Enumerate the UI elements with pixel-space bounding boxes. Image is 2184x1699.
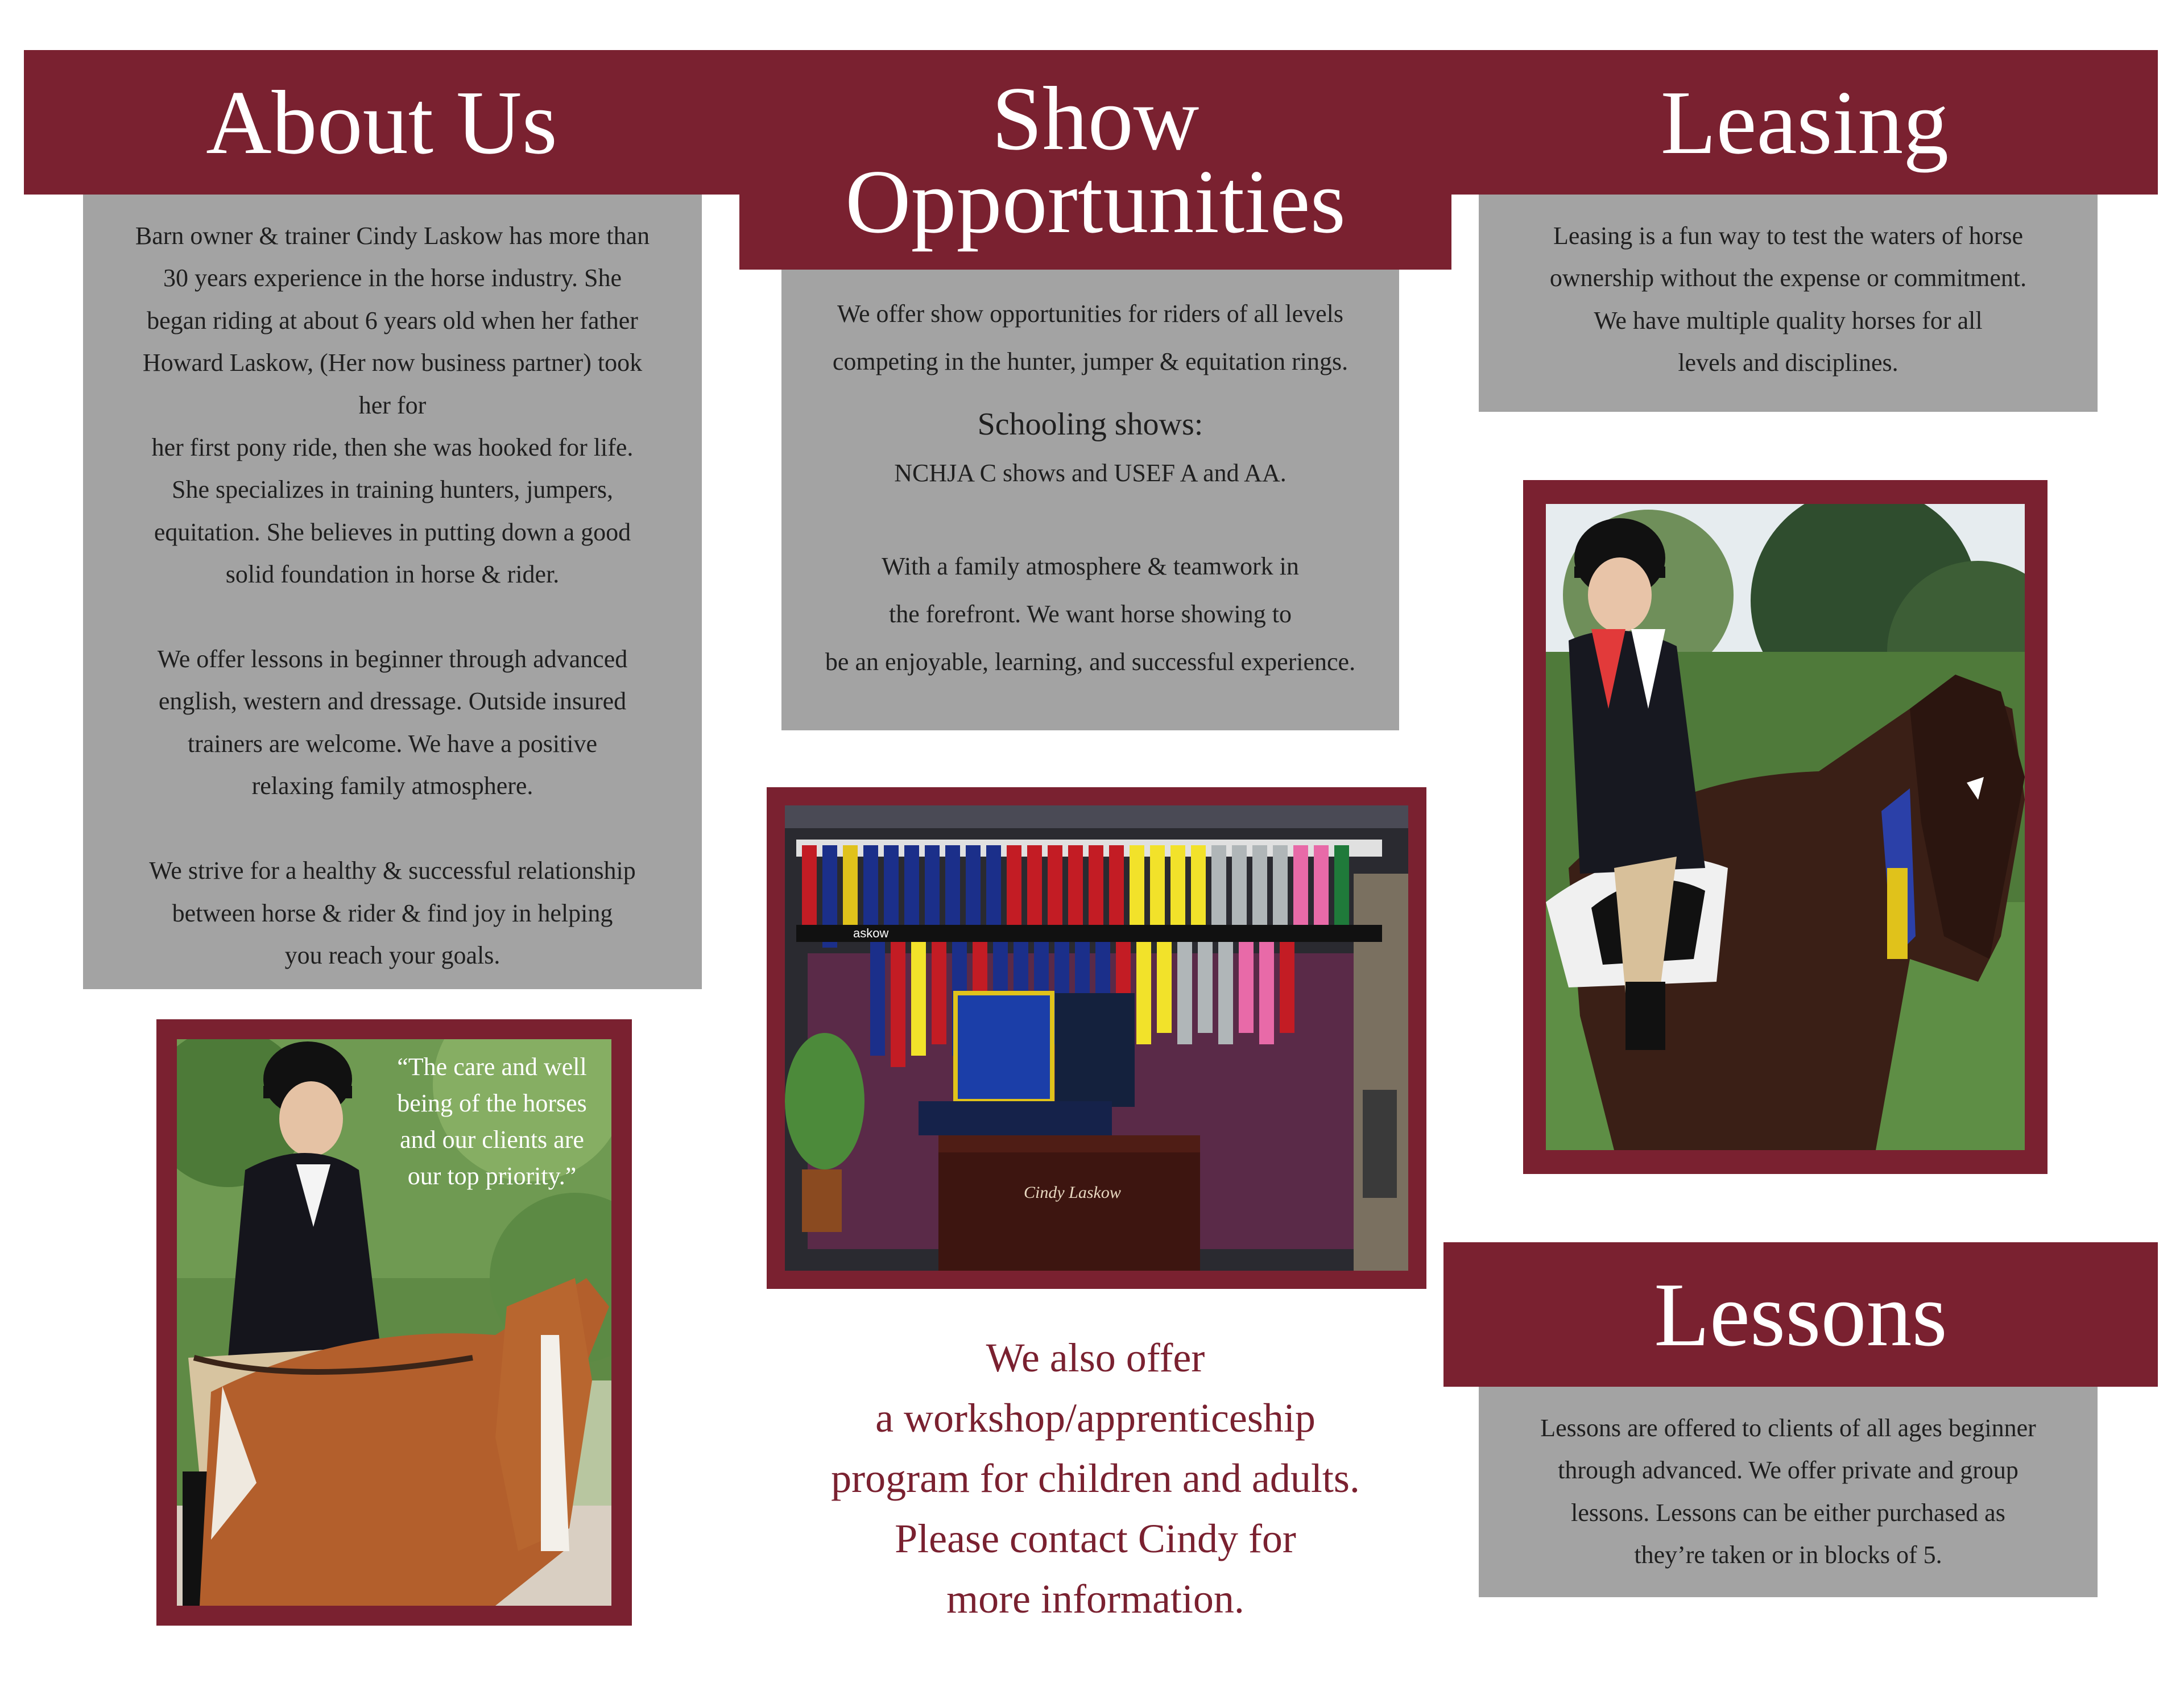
- show-title-line2: Opportunities: [845, 151, 1346, 252]
- show-title-line1: Show: [991, 68, 1199, 169]
- schooling-heading: Schooling shows:: [977, 407, 1203, 442]
- about-line: solid foundation in horse & rider.: [225, 560, 560, 589]
- lessons-line: they’re taken or in blocks of 5.: [1634, 1541, 1942, 1569]
- show-intro-line: We offer show opportunities for riders of all levels: [837, 300, 1344, 328]
- lessons-banner: [1443, 1242, 2158, 1387]
- family-line: be an enjoyable, learning, and successful experience.: [825, 648, 1356, 676]
- workshop-line: a workshop/apprenticeship: [875, 1395, 1316, 1441]
- family-line: the forefront. We want horse showing to: [888, 600, 1292, 628]
- about-line: 30 years experience in the horse industry. She: [163, 264, 622, 292]
- leasing-line: ownership without the expense or commitment.: [1549, 264, 2027, 292]
- leasing-line: levels and disciplines.: [1678, 349, 1898, 377]
- lessons-line: lessons. Lessons can be either purchased as: [1571, 1498, 2005, 1527]
- quote-line: our top priority.”: [407, 1162, 577, 1190]
- about-line: between horse & rider & find joy in helping: [172, 899, 613, 927]
- family-line: With a family atmosphere & teamwork in: [882, 552, 1299, 580]
- ribbons-display-photo: [785, 805, 1408, 1271]
- about-us-banner: [24, 50, 739, 195]
- about-line: Howard Laskow, (Her now business partner) took: [142, 349, 643, 377]
- about-line: [83, 596, 702, 638]
- about-us-text-panel: [83, 195, 702, 989]
- lessons-line: Lessons are offered to clients of all ages beginner: [1540, 1414, 2036, 1442]
- about-line: you reach your goals.: [284, 941, 500, 969]
- leasing-title: Leasing: [1660, 72, 1949, 173]
- leasing-line: Leasing is a fun way to test the waters of horse: [1553, 222, 2023, 250]
- about-line: relaxing family atmosphere.: [251, 772, 533, 800]
- about-line: her for: [358, 391, 427, 419]
- ribbons-photo-frame: [767, 787, 1426, 1289]
- about-line: her first pony ride, then she was hooked for life.: [151, 433, 634, 462]
- young-rider-photo: [1546, 504, 2025, 1150]
- show-intro-line: competing in the hunter, jumper & equitation rings.: [832, 348, 1349, 375]
- about-line: began riding at about 6 years old when her father: [147, 306, 638, 334]
- show-opportunities-banner: [739, 50, 1451, 270]
- lessons-text-panel: [1479, 1387, 2098, 1597]
- show-spacer: [781, 386, 1399, 399]
- about-line: Barn owner & trainer Cindy Laskow has more than: [135, 222, 650, 250]
- schooling-text: NCHJA C shows and USEF A and AA.: [894, 459, 1287, 487]
- about-line: We offer lessons in beginner through advanced: [157, 645, 628, 673]
- trainer-quote: [373, 1049, 611, 1194]
- show-spacer: [781, 497, 1399, 543]
- lessons-line: through advanced. We offer private and group: [1558, 1456, 2018, 1485]
- about-line: [83, 808, 702, 850]
- workshop-line: program for children and adults.: [831, 1456, 1360, 1501]
- workshop-line: Please contact Cindy for: [895, 1516, 1296, 1561]
- workshop-line: more information.: [946, 1576, 1244, 1622]
- quote-line: and our clients are: [400, 1126, 584, 1154]
- about-line: We strive for a healthy & successful relationship: [149, 857, 636, 885]
- leasing-text-panel: [1479, 195, 2098, 412]
- trainer-photo-frame: [156, 1019, 632, 1626]
- banner-text: askow: [853, 926, 889, 940]
- quote-line: “The care and well: [397, 1053, 587, 1081]
- about-line: trainers are welcome. We have a positive: [187, 729, 598, 758]
- workshop-line: We also offer: [986, 1335, 1205, 1380]
- leasing-banner: [1451, 50, 2158, 195]
- show-text-panel: [781, 270, 1399, 730]
- about-line: equitation. She believes in putting down a good: [154, 518, 631, 546]
- leasing-line: We have multiple quality horses for all: [1594, 306, 1983, 334]
- about-line: She specializes in training hunters, jumpers,: [172, 476, 613, 504]
- quote-line: being of the horses: [397, 1089, 587, 1117]
- trunk-name: Cindy Laskow: [1024, 1183, 1121, 1202]
- workshop-info: [739, 1328, 1451, 1629]
- leasing-photo-frame: [1523, 480, 2048, 1174]
- about-line: english, western and dressage. Outside insured: [158, 687, 627, 716]
- about-us-title: About Us: [206, 72, 557, 173]
- lessons-title: Lessons: [1654, 1264, 1947, 1365]
